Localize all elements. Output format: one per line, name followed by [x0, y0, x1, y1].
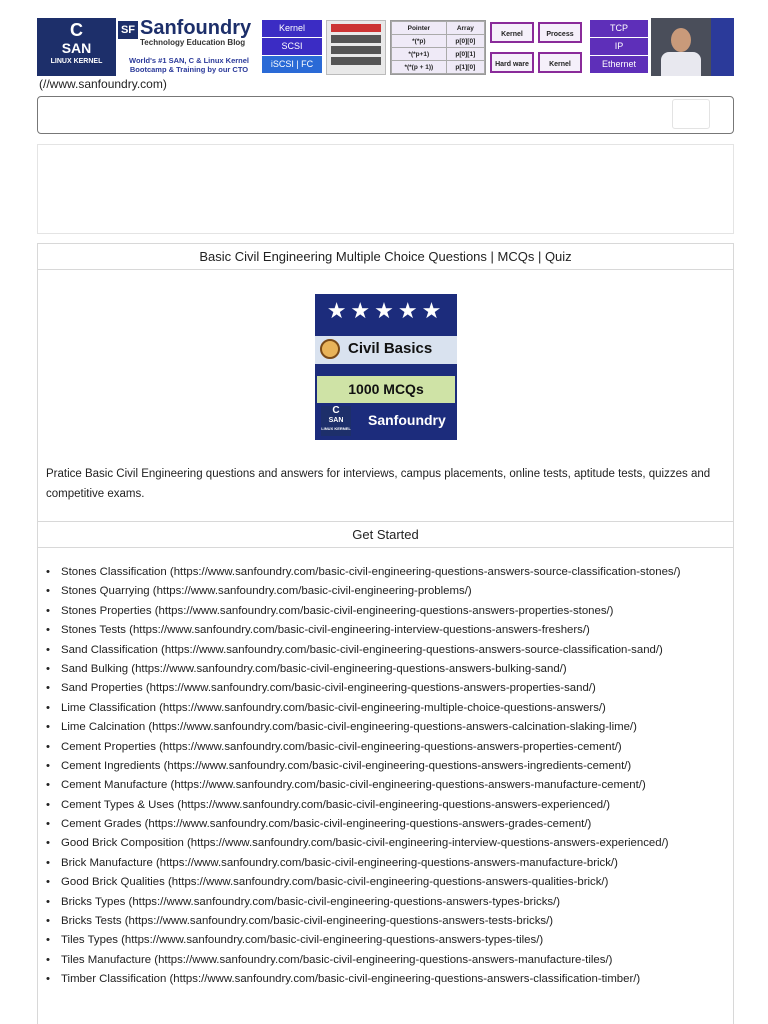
bullet-icon: • [46, 759, 50, 772]
kernel-stack-graphic [262, 20, 322, 75]
san-linux-kernel-logo[interactable] [37, 18, 116, 76]
bullet-icon: • [46, 837, 50, 850]
brand-tagline: World's #1 SAN, C & Linux Kernel Bootcamp & Training by our CTO [129, 56, 249, 74]
topic-link-text[interactable]: Bricks Tests (https://www.sanfoundry.com/basic-civil-engineering-questions-answers-tests-bricks/) [61, 915, 554, 928]
cto-photo [651, 18, 711, 76]
table-cell: *(*p) [392, 35, 447, 48]
topic-link[interactable] [46, 912, 730, 931]
bullet-icon: • [46, 953, 50, 966]
topic-link[interactable] [46, 757, 730, 776]
bullet-icon: • [46, 624, 50, 637]
kernel-process-box: Hard ware [490, 52, 534, 73]
civil-icon [320, 339, 340, 359]
intro-paragraph: Pratice Basic Civil Engineering questions and answers for interviews, campus placements, online tests, aptitude tests, quizzes and competitive exams. [46, 468, 711, 500]
topic-link-text[interactable]: Good Brick Qualities (https://www.sanfoundry.com/basic-civil-engineering-questions-answers-qualities-brick/) [61, 876, 609, 889]
topic-link[interactable] [46, 873, 730, 892]
network-stack-item: IP [590, 38, 648, 55]
bullet-icon: • [46, 566, 50, 578]
topic-link-text[interactable]: Sand Classification (https://www.sanfoundry.com/basic-civil-engineering-questions-answers-source-classification-sand/) [61, 643, 663, 656]
topic-link-text[interactable]: Sand Bulking (https://www.sanfoundry.com/basic-civil-engineering-questions-answers-bulking-sand/) [61, 662, 567, 675]
bullet-icon: • [46, 915, 50, 928]
kernel-stack-item: iSCSI | FC [262, 56, 322, 73]
topic-link[interactable] [46, 738, 730, 757]
cover-mcq-count: 1000 MCQs [317, 376, 455, 403]
cover-subject-band [315, 336, 457, 364]
bullet-icon: • [46, 798, 50, 811]
table-cell: *(*p+1) [392, 48, 447, 61]
cover-subject: Civil Basics [348, 340, 433, 357]
topic-link-text[interactable]: Sand Properties (https://www.sanfoundry.com/basic-civil-engineering-questions-answers-properties-sand/) [61, 682, 596, 695]
pointer-array-table [390, 20, 486, 75]
table-cell: Pointer [392, 22, 447, 35]
table-cell: Array [446, 22, 484, 35]
topic-link-text[interactable]: Stones Classification (https://www.sanfoundry.com/basic-civil-engineering-questions-answers-source-classification-stones/) [61, 566, 681, 578]
topic-link-text[interactable]: Tiles Manufacture (https://www.sanfoundry.com/basic-civil-engineering-questions-answers-manufacture-tiles/) [61, 953, 613, 966]
topic-link-text[interactable]: Cement Manufacture (https://www.sanfoundry.com/basic-civil-engineering-questions-answers-manufacture-cement/) [61, 779, 646, 792]
topic-link-text[interactable]: Stones Properties (https://www.sanfoundry.com/basic-civil-engineering-questions-answers-properties-stones/) [61, 604, 614, 617]
bullet-icon: • [46, 585, 50, 598]
topic-link-text[interactable]: Stones Tests (https://www.sanfoundry.com/basic-civil-engineering-interview-questions-answers-freshers/) [61, 624, 590, 637]
rating-stars: ★★★★★ [326, 298, 446, 323]
topic-link[interactable] [46, 563, 730, 582]
table-cell: p[1][0] [446, 61, 484, 74]
get-started-heading: Get Started [37, 521, 734, 548]
brand-name[interactable]: Sanfoundry [140, 17, 252, 39]
topic-link[interactable] [46, 815, 730, 834]
bullet-icon: • [46, 604, 50, 617]
topic-link[interactable] [46, 699, 730, 718]
table-cell: p[0][1] [446, 48, 484, 61]
kernel-stack-item: SCSI [262, 38, 322, 55]
cover-logo-lk: LINUX KERNEL [321, 426, 351, 431]
bullet-icon: • [46, 662, 50, 675]
topic-list [46, 563, 730, 990]
banner-edge [711, 18, 734, 76]
bullet-icon: • [46, 973, 50, 986]
topic-link-text[interactable]: Lime Calcination (https://www.sanfoundry.com/basic-civil-engineering-questions-answers-calcination-slaking-lime/) [61, 721, 637, 734]
topic-link-text[interactable]: Cement Grades (https://www.sanfoundry.com/basic-civil-engineering-questions-answers-grades-cement/) [61, 818, 592, 831]
logo-linux-kernel-text: LINUX KERNEL [50, 58, 103, 65]
kernel-process-graphic [490, 20, 586, 75]
topic-link[interactable] [46, 660, 730, 679]
table-cell: *(*(p + 1)) [392, 61, 447, 74]
network-stack-item: Ethernet [590, 56, 648, 73]
bullet-icon: • [46, 721, 50, 734]
topic-link[interactable] [46, 893, 730, 912]
network-stack-item: TCP [590, 20, 648, 37]
table-cell: p[0][0] [446, 35, 484, 48]
bullet-icon: • [46, 701, 50, 714]
book-cover-image[interactable] [315, 294, 457, 440]
cover-brand: Sanfoundry [368, 412, 446, 428]
topic-link[interactable] [46, 679, 730, 698]
bullet-icon: • [46, 779, 50, 792]
bullet-icon: • [46, 934, 50, 947]
bullet-icon: • [46, 856, 50, 869]
topic-link[interactable] [46, 854, 730, 873]
topic-link[interactable] [46, 718, 730, 737]
kernel-process-box: Process [538, 22, 582, 43]
search-input[interactable] [37, 96, 734, 134]
bullet-icon: • [46, 895, 50, 908]
home-link[interactable]: (//www.sanfoundry.com) [39, 77, 167, 91]
topic-link-text[interactable]: Timber Classification (https://www.sanfoundry.com/basic-civil-engineering-questions-answers-classification-timber/) [61, 973, 641, 986]
topic-link[interactable] [46, 776, 730, 795]
topic-link[interactable] [46, 582, 730, 601]
kernel-process-box: Kernel [490, 22, 534, 43]
cover-logo-san: SAN [328, 417, 344, 424]
topic-link-text[interactable]: Lime Classification (https://www.sanfoundry.com/basic-civil-engineering-multiple-choice-questions-answers/) [61, 701, 606, 714]
topic-link-text[interactable]: Stones Quarrying (https://www.sanfoundry.com/basic-civil-engineering-problems/) [61, 585, 472, 598]
ad-slot [37, 144, 734, 234]
topic-link-text[interactable]: Cement Types & Uses (https://www.sanfoundry.com/basic-civil-engineering-questions-answers-experienced/) [61, 798, 611, 811]
topic-link-text[interactable]: Cement Properties (https://www.sanfoundry.com/basic-civil-engineering-questions-answers-properties-cement/) [61, 740, 622, 753]
topic-link[interactable] [46, 641, 730, 660]
topic-link[interactable] [46, 951, 730, 970]
topic-link-text[interactable]: Bricks Types (https://www.sanfoundry.com/basic-civil-engineering-questions-answers-types-bricks/) [61, 895, 561, 908]
bullet-icon: • [46, 643, 50, 656]
topic-link[interactable] [46, 834, 730, 853]
topic-link[interactable] [46, 602, 730, 621]
search-button[interactable] [672, 99, 710, 129]
kernel-process-box: Kernel [538, 52, 582, 73]
network-stack-graphic [590, 20, 648, 75]
page-title: Basic Civil Engineering Multiple Choice Questions | MCQs | Quiz [37, 243, 734, 270]
sf-badge: SF [118, 21, 138, 39]
topic-link[interactable] [46, 970, 730, 989]
bullet-icon: • [46, 876, 50, 889]
bullet-icon: • [46, 682, 50, 695]
topic-link[interactable] [46, 931, 730, 950]
logo-san-text: SAN [61, 40, 92, 56]
cover-logo [321, 406, 351, 436]
topic-link-text[interactable]: Brick Manufacture (https://www.sanfoundry.com/basic-civil-engineering-questions-answers-manufacture-brick/) [61, 856, 618, 869]
logo-c-letter: C [70, 20, 83, 40]
topic-link[interactable] [46, 621, 730, 640]
topic-link-text[interactable]: Tiles Types (https://www.sanfoundry.com/basic-civil-engineering-questions-answers-types-tiles/) [61, 934, 544, 947]
storage-rack-image [326, 20, 386, 75]
bullet-icon: • [46, 740, 50, 753]
cover-logo-c: C [332, 405, 340, 416]
topic-link-text[interactable]: Cement Ingredients (https://www.sanfoundry.com/basic-civil-engineering-questions-answers-ingredients-cement/) [61, 759, 632, 772]
kernel-stack-item: Kernel [262, 20, 322, 37]
brand-subtitle: Technology Education Blog [140, 38, 246, 47]
bullet-icon: • [46, 818, 50, 831]
topic-link[interactable] [46, 796, 730, 815]
topic-link-text[interactable]: Good Brick Composition (https://www.sanfoundry.com/basic-civil-engineering-interview-questions-answers-experienced/) [61, 837, 669, 850]
